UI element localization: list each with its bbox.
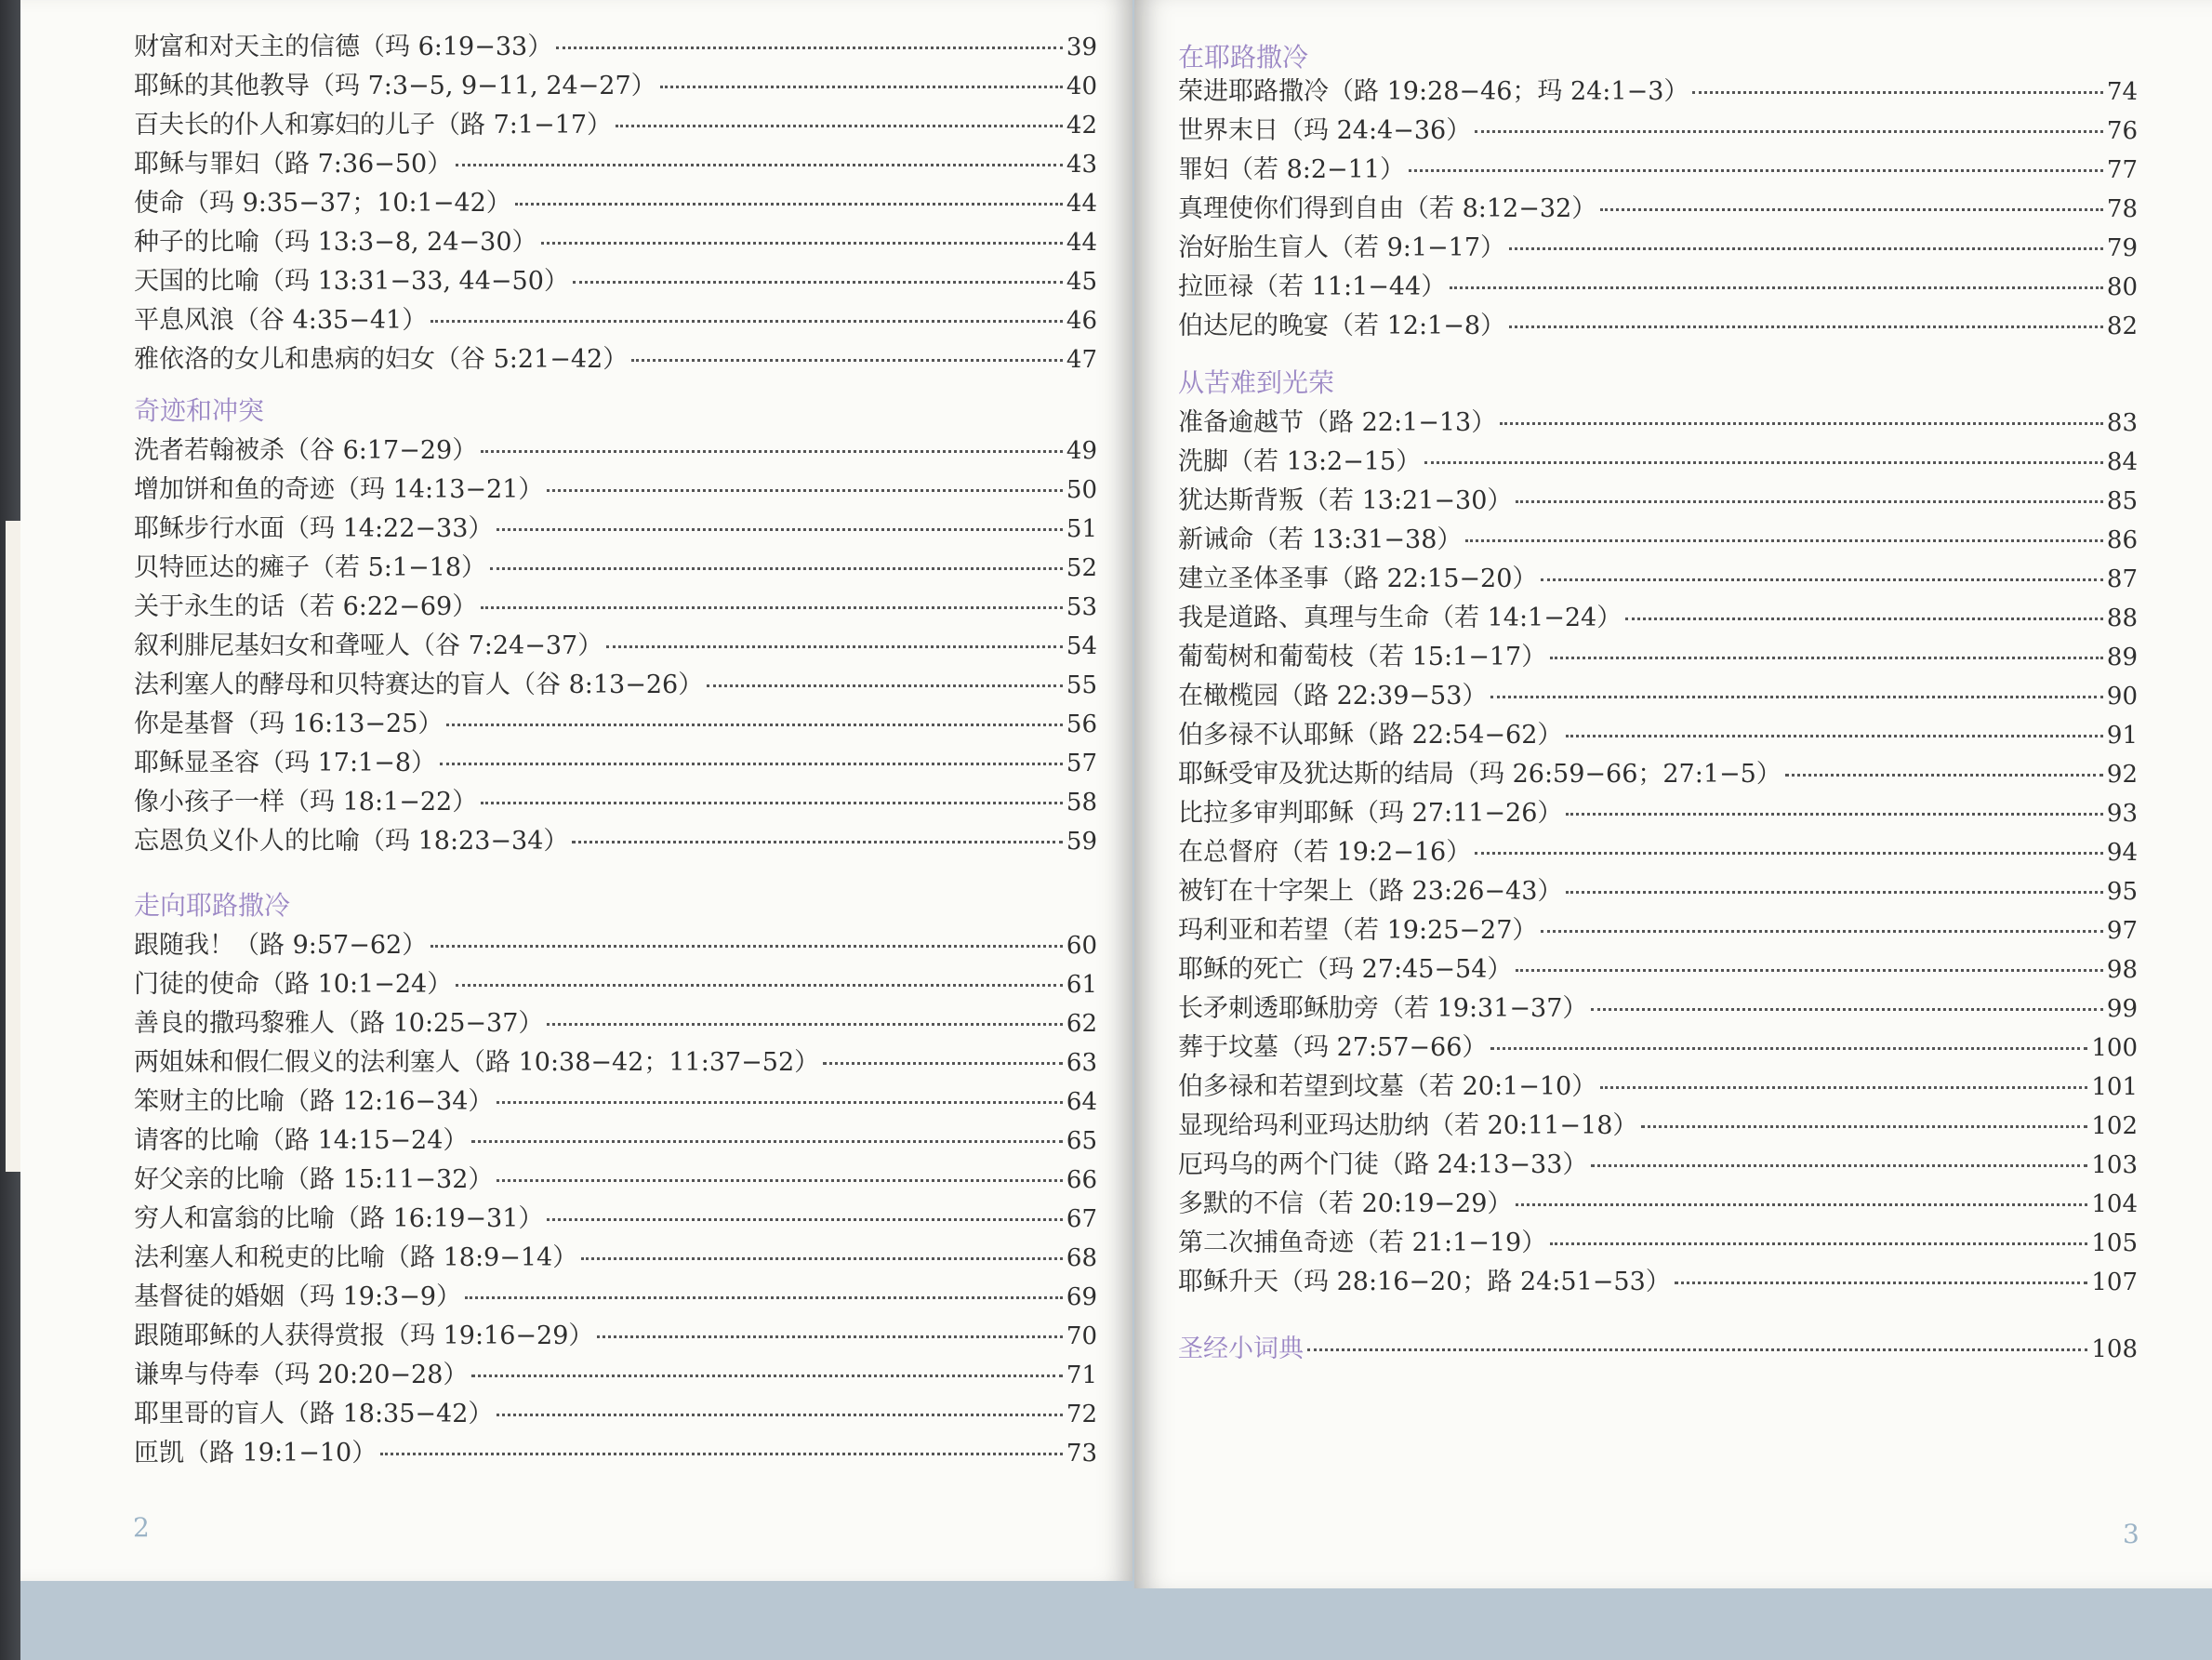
toc-entry-page: 93 — [2106, 800, 2138, 828]
dot-leader — [497, 1413, 1063, 1416]
toc-entry[interactable] — [134, 104, 1097, 141]
toc-entry[interactable] — [1178, 1183, 2138, 1220]
toc-entry[interactable] — [134, 1315, 1097, 1352]
toc-entry-page: 64 — [1066, 1088, 1097, 1116]
toc-entry-page: 103 — [2091, 1151, 2138, 1179]
toc-entry-page: 108 — [2091, 1335, 2138, 1363]
dot-leader — [1550, 1242, 2087, 1245]
section-heading: 在耶路撒冷 — [1178, 42, 1309, 73]
toc-entry-page: 99 — [2106, 995, 2138, 1023]
toc-entry[interactable] — [1178, 910, 2138, 947]
dot-leader — [1541, 929, 2103, 933]
dot-leader — [1566, 890, 2103, 894]
toc-entry-title: 罪妇（若 8:2−11） — [1178, 155, 1406, 184]
toc-entry[interactable] — [1178, 988, 2138, 1025]
toc-entry-title: 好父亲的比喻（路 15:11−32） — [134, 1165, 494, 1194]
toc-entry[interactable] — [134, 469, 1097, 506]
toc-entry-page: 82 — [2106, 312, 2138, 340]
toc-entry-page: 73 — [1066, 1440, 1097, 1467]
dot-leader — [541, 241, 1063, 245]
section-heading: 从苦难到光荣 — [1178, 367, 1335, 398]
toc-entry-page: 71 — [1066, 1361, 1097, 1389]
toc-entry[interactable] — [1178, 149, 2138, 186]
toc-entry[interactable] — [134, 963, 1097, 1001]
toc-entry[interactable] — [134, 781, 1097, 818]
toc-entry-title: 拉匝禄（若 11:1−44） — [1178, 272, 1447, 301]
dot-leader — [1591, 1007, 2103, 1011]
toc-entry[interactable] — [134, 547, 1097, 584]
toc-entry-title: 贝特匝达的瘫子（若 5:1−18） — [134, 553, 487, 582]
toc-entry-title: 法利塞人和税吏的比喻（路 18:9−14） — [134, 1243, 578, 1272]
toc-entry-page: 72 — [1066, 1401, 1097, 1428]
toc-entry-title: 葬于坟墓（玛 27:57−66） — [1178, 1033, 1488, 1062]
toc-entry-title: 叙利腓尼基妇女和聋哑人（谷 7:24−37） — [134, 631, 603, 660]
toc-entry-title: 种子的比喻（玛 13:3−8, 24−30） — [134, 228, 537, 257]
toc-entry-title: 玛利亚和若望（若 19:25−27） — [1178, 916, 1538, 945]
toc-entry-page: 42 — [1066, 112, 1097, 139]
toc-entry-page: 61 — [1066, 971, 1097, 999]
dot-leader — [1475, 129, 2103, 133]
dot-leader — [707, 684, 1063, 687]
toc-entry-title: 厄玛乌的两个门徒（路 24:13−33） — [1178, 1150, 1588, 1179]
dot-leader — [481, 449, 1063, 453]
dot-leader — [1424, 460, 2103, 464]
toc-entry-page: 69 — [1066, 1283, 1097, 1311]
toc-entry-page: 68 — [1066, 1244, 1097, 1272]
toc-entry-page: 39 — [1066, 33, 1097, 61]
toc-entry-page: 83 — [2106, 409, 2138, 437]
toc-entry[interactable] — [1178, 441, 2138, 478]
toc-entry-page: 63 — [1066, 1049, 1097, 1077]
toc-entry-page: 51 — [1066, 515, 1097, 543]
toc-entry-title: 犹达斯背叛（若 13:21−30） — [1178, 486, 1513, 515]
dot-leader — [616, 124, 1063, 127]
toc-entry[interactable] — [1178, 1261, 2138, 1298]
toc-entry-title: 耶里哥的盲人（路 18:35−42） — [134, 1400, 494, 1428]
toc-entry-title: 比拉多审判耶稣（玛 27:11−26） — [1178, 799, 1563, 828]
toc-entry-title: 伯多禄不认耶稣（路 22:54−62） — [1178, 721, 1563, 750]
toc-entry-title: 忘恩负义仆人的比喻（玛 18:23−34） — [134, 827, 569, 856]
toc-entry[interactable] — [1178, 1144, 2138, 1181]
toc-entry[interactable] — [134, 1276, 1097, 1313]
toc-entry-title: 长矛刺透耶稣肋旁（若 19:31−37） — [1178, 994, 1588, 1023]
toc-entry-title: 跟随耶稣的人获得赏报（玛 19:16−29） — [134, 1321, 594, 1350]
toc-entry[interactable] — [1178, 558, 2138, 595]
toc-entry-page: 92 — [2106, 761, 2138, 789]
dot-leader — [1625, 617, 2103, 620]
toc-entry-page: 44 — [1066, 229, 1097, 257]
toc-entry-title: 善良的撒玛黎雅人（路 10:25−37） — [134, 1009, 544, 1038]
dot-leader — [556, 46, 1063, 49]
toc-entry[interactable] — [134, 1198, 1097, 1235]
dot-leader — [547, 1217, 1063, 1221]
toc-entry-page: 53 — [1066, 593, 1097, 621]
toc-entry-title: 匝凯（路 19:1−10） — [134, 1439, 377, 1467]
toc-entry[interactable] — [1178, 636, 2138, 673]
toc-entry[interactable] — [1178, 831, 2138, 869]
toc-entry[interactable] — [1178, 266, 2138, 303]
toc-entry[interactable] — [134, 703, 1097, 740]
toc-entry-page: 46 — [1066, 307, 1097, 335]
toc-entry-title: 跟随我！（路 9:57−62） — [134, 931, 428, 960]
toc-entry-page: 70 — [1066, 1322, 1097, 1350]
toc-entry[interactable] — [1178, 870, 2138, 908]
toc-entry-title: 雅依洛的女儿和患病的妇女（谷 5:21−42） — [134, 345, 629, 374]
toc-entry[interactable] — [134, 664, 1097, 701]
dot-leader — [1675, 1281, 2088, 1284]
toc-entry[interactable] — [1178, 1222, 2138, 1259]
scan-edge — [0, 0, 20, 1660]
toc-entry-title: 基督徒的婚姻（玛 19:3−9） — [134, 1282, 462, 1311]
toc-entry-title: 耶稣受审及犹达斯的结局（玛 26:59−66；27:1−5） — [1178, 760, 1782, 789]
toc-entry[interactable] — [134, 508, 1097, 545]
dot-leader — [1500, 421, 2103, 425]
toc-entry-page: 101 — [2091, 1073, 2138, 1101]
toc-entry-title: 第二次捕鱼奇迹（若 21:1−19） — [1178, 1228, 1547, 1257]
toc-entry-title: 法利塞人的酵母和贝特赛达的盲人（谷 8:13−26） — [134, 671, 704, 699]
toc-entry-title: 建立圣体圣事（路 22:15−20） — [1178, 564, 1538, 593]
dot-leader — [1450, 286, 2103, 289]
toc-entry-page: 95 — [2106, 878, 2138, 906]
dot-leader — [497, 1178, 1063, 1182]
toc-entry-page: 55 — [1066, 671, 1097, 699]
toc-entry[interactable] — [1178, 675, 2138, 712]
toc-entry[interactable] — [1178, 519, 2138, 556]
toc-entry-title: 葡萄树和葡萄枝（若 15:1−17） — [1178, 643, 1547, 671]
toc-entry-title: 两姐妹和假仁假义的法利塞人（路 10:38−42；11:37−52） — [134, 1048, 820, 1077]
toc-entry-title: 像小孩子一样（玛 18:1−22） — [134, 788, 478, 817]
toc-entry-title: 天国的比喻（玛 13:31−33, 44−50） — [134, 267, 569, 296]
toc-entry-title: 耶稣的其他教导（玛 7:3−5, 9−11, 24−27） — [134, 72, 656, 100]
toc-entry-page: 60 — [1066, 932, 1097, 960]
dot-leader — [1409, 168, 2103, 172]
toc-entry-page: 102 — [2091, 1112, 2138, 1140]
toc-entry-page: 43 — [1066, 151, 1097, 179]
toc-entry-title: 增加饼和鱼的奇迹（玛 14:13−21） — [134, 475, 544, 504]
section-heading: 走向耶路撒冷 — [134, 890, 291, 921]
toc-entry-page: 89 — [2106, 644, 2138, 671]
toc-entry-dictionary[interactable] — [1178, 1328, 2138, 1365]
toc-entry-page: 77 — [2106, 156, 2138, 184]
toc-entry-page: 74 — [2106, 78, 2138, 106]
toc-entry-title: 使命（玛 9:35−37；10:1−42） — [134, 189, 511, 218]
dot-leader — [380, 1452, 1063, 1455]
toc-entry[interactable] — [134, 1237, 1097, 1274]
dot-leader — [1566, 734, 2103, 737]
toc-entry-title: 平息风浪（谷 4:35−41） — [134, 306, 428, 335]
toc-entry[interactable] — [134, 924, 1097, 962]
dot-leader — [547, 488, 1063, 492]
toc-entry-title: 荣进耶路撒冷（路 19:28−46；玛 24:1−3） — [1178, 77, 1689, 106]
toc-entry-title: 被钉在十字架上（路 23:26−43） — [1178, 877, 1563, 906]
dot-leader — [1490, 695, 2103, 698]
dot-leader — [1541, 578, 2103, 581]
toc-entry-title: 耶稣升天（玛 28:16−20；路 24:51−53） — [1178, 1268, 1671, 1296]
dot-leader — [481, 801, 1063, 804]
toc-entry-page: 85 — [2106, 487, 2138, 515]
toc-entry-page: 50 — [1066, 476, 1097, 504]
toc-entry[interactable] — [134, 65, 1097, 102]
toc-entry[interactable] — [1178, 1105, 2138, 1142]
toc-entry[interactable] — [134, 625, 1097, 662]
toc-entry[interactable] — [134, 143, 1097, 180]
toc-entry-title: 圣经小词典 — [1178, 1335, 1304, 1363]
toc-entry-page: 49 — [1066, 437, 1097, 465]
dot-leader — [1550, 656, 2103, 659]
toc-entry-title: 在总督府（若 19:2−16） — [1178, 838, 1472, 867]
toc-entry-title: 世界末日（玛 24:4−36） — [1178, 116, 1472, 145]
toc-entry[interactable] — [1178, 1027, 2138, 1064]
toc-entry-title: 关于永生的话（若 6:22−69） — [134, 592, 478, 621]
dot-leader — [515, 202, 1063, 206]
toc-entry-page: 47 — [1066, 346, 1097, 374]
dot-leader — [465, 1295, 1063, 1299]
dot-leader — [1509, 246, 2103, 250]
toc-entry-page: 90 — [2106, 683, 2138, 710]
toc-entry[interactable] — [1178, 402, 2138, 439]
toc-entry-page: 76 — [2106, 117, 2138, 145]
toc-entry-title: 多默的不信（若 20:19−29） — [1178, 1189, 1513, 1218]
right-page — [1134, 0, 2212, 1588]
toc-entry-title: 你是基督（玛 16:13−25） — [134, 710, 444, 738]
dot-leader — [823, 1061, 1063, 1065]
dot-leader — [1516, 499, 2103, 503]
toc-entry-page: 62 — [1066, 1010, 1097, 1038]
toc-entry-title: 治好胎生盲人（若 9:1−17） — [1178, 233, 1506, 262]
toc-entry-title: 请客的比喻（路 14:15−24） — [134, 1126, 469, 1155]
toc-entry[interactable] — [134, 182, 1097, 219]
dot-leader — [1475, 851, 2103, 855]
toc-entry[interactable] — [134, 820, 1097, 857]
toc-entry[interactable] — [134, 26, 1097, 63]
toc-entry[interactable] — [134, 1042, 1097, 1079]
dot-leader — [1516, 1202, 2087, 1206]
toc-entry[interactable] — [134, 586, 1097, 623]
dot-leader — [1600, 1085, 2087, 1089]
toc-entry-page: 56 — [1066, 710, 1097, 738]
toc-entry[interactable] — [134, 1081, 1097, 1118]
toc-entry[interactable] — [1178, 71, 2138, 108]
toc-entry-title: 谦卑与侍奉（玛 20:20−28） — [134, 1361, 469, 1389]
toc-entry[interactable] — [134, 260, 1097, 298]
toc-entry[interactable] — [134, 1120, 1097, 1157]
toc-entry-page: 100 — [2091, 1034, 2138, 1062]
toc-entry-title: 准备逾越节（路 22:1−13） — [1178, 408, 1497, 437]
dot-leader — [430, 944, 1063, 948]
toc-entry-page: 45 — [1066, 268, 1097, 296]
toc-entry[interactable] — [1178, 753, 2138, 790]
toc-entry[interactable] — [134, 1432, 1097, 1469]
toc-entry-page: 87 — [2106, 565, 2138, 593]
toc-entry-page: 78 — [2106, 195, 2138, 223]
toc-entry-title: 新诫命（若 13:31−38） — [1178, 525, 1463, 554]
toc-entry-page: 67 — [1066, 1205, 1097, 1233]
toc-entry-page: 80 — [2106, 273, 2138, 301]
left-page — [20, 0, 1132, 1581]
dot-leader — [1641, 1124, 2087, 1128]
toc-entry-title: 我是道路、真理与生命（若 14:1−24） — [1178, 604, 1623, 632]
dot-leader — [471, 1139, 1063, 1143]
dot-leader — [1307, 1348, 2087, 1351]
toc-entry-title: 门徒的使命（路 10:1−24） — [134, 970, 453, 999]
dot-leader — [481, 605, 1063, 609]
toc-entry[interactable] — [134, 430, 1097, 467]
dot-leader — [1600, 207, 2103, 211]
dot-leader — [597, 1335, 1063, 1338]
toc-entry-page: 44 — [1066, 190, 1097, 218]
dot-leader — [1516, 968, 2103, 972]
toc-entry[interactable] — [134, 1354, 1097, 1391]
toc-entry-title: 洗者若翰被杀（谷 6:17−29） — [134, 436, 478, 465]
toc-entry-title: 笨财主的比喻（路 12:16−34） — [134, 1087, 494, 1116]
dot-leader — [446, 723, 1063, 726]
toc-entry-page: 79 — [2106, 234, 2138, 262]
dot-leader — [471, 1374, 1063, 1377]
toc-entry-title: 耶稣步行水面（玛 14:22−33） — [134, 514, 494, 543]
toc-entry-title: 伯多禄和若望到坟墓（若 20:1−10） — [1178, 1072, 1597, 1101]
toc-entry-page: 40 — [1066, 73, 1097, 100]
dot-leader — [581, 1256, 1063, 1260]
toc-entry-page: 59 — [1066, 828, 1097, 856]
dot-leader — [606, 644, 1063, 648]
toc-entry[interactable] — [1178, 188, 2138, 225]
page-number-right: 3 — [2123, 1519, 2139, 1549]
dot-leader — [1509, 325, 2103, 328]
toc-entry-page: 66 — [1066, 1166, 1097, 1194]
toc-entry[interactable] — [1178, 227, 2138, 264]
page-edge-sheet — [6, 521, 20, 1172]
toc-entry[interactable] — [1178, 792, 2138, 830]
toc-entry-page: 98 — [2106, 956, 2138, 984]
dot-leader — [1692, 90, 2103, 94]
toc-entry[interactable] — [1178, 1066, 2138, 1103]
toc-entry[interactable] — [1178, 714, 2138, 751]
dot-leader — [1566, 812, 2103, 816]
toc-entry[interactable] — [134, 742, 1097, 779]
dot-leader — [430, 319, 1063, 323]
dot-leader — [1591, 1163, 2087, 1167]
toc-entry-page: 88 — [2106, 604, 2138, 632]
toc-entry-title: 显现给玛利亚玛达肋纳（若 20:11−18） — [1178, 1111, 1638, 1140]
toc-entry-page: 107 — [2091, 1268, 2138, 1296]
dot-leader — [456, 163, 1063, 166]
toc-entry[interactable] — [1178, 110, 2138, 147]
toc-entry-title: 真理使你们得到自由（若 8:12−32） — [1178, 194, 1597, 223]
dot-leader — [1785, 773, 2103, 777]
dot-leader — [497, 1100, 1063, 1104]
dot-leader — [440, 762, 1063, 765]
toc-entry-page: 58 — [1066, 789, 1097, 817]
toc-entry[interactable] — [134, 1393, 1097, 1430]
toc-entry[interactable] — [1178, 305, 2138, 342]
dot-leader — [456, 983, 1063, 987]
toc-entry-page: 104 — [2091, 1190, 2138, 1218]
toc-entry[interactable] — [1178, 949, 2138, 986]
toc-entry-page: 52 — [1066, 554, 1097, 582]
toc-entry[interactable] — [134, 1159, 1097, 1196]
toc-entry[interactable] — [134, 221, 1097, 259]
toc-entry-page: 54 — [1066, 632, 1097, 660]
toc-entry-title: 百夫长的仆人和寡妇的儿子（路 7:1−17） — [134, 111, 613, 139]
toc-entry-page: 84 — [2106, 448, 2138, 476]
toc-entry[interactable] — [1178, 480, 2138, 517]
page-number-left: 2 — [133, 1512, 150, 1543]
toc-entry[interactable] — [1178, 597, 2138, 634]
dot-leader — [547, 1022, 1063, 1026]
dot-leader — [490, 566, 1063, 570]
toc-entry-title: 耶稣的死亡（玛 27:45−54） — [1178, 955, 1513, 984]
dot-leader — [660, 85, 1063, 88]
toc-entry-title: 耶稣与罪妇（路 7:36−50） — [134, 150, 453, 179]
toc-entry-page: 97 — [2106, 917, 2138, 945]
toc-entry-page: 57 — [1066, 750, 1097, 777]
toc-entry-title: 穷人和富翁的比喻（路 16:19−31） — [134, 1204, 544, 1233]
dot-leader — [1490, 1046, 2087, 1050]
toc-entry-title: 洗脚（若 13:2−15） — [1178, 447, 1422, 476]
toc-entry-title: 在橄榄园（路 22:39−53） — [1178, 682, 1488, 710]
toc-entry[interactable] — [134, 339, 1097, 376]
toc-entry-title: 耶稣显圣容（玛 17:1−8） — [134, 749, 437, 777]
dot-leader — [631, 358, 1063, 362]
toc-entry-page: 105 — [2091, 1229, 2138, 1257]
dot-leader — [497, 527, 1063, 531]
toc-entry[interactable] — [134, 299, 1097, 337]
dot-leader — [572, 840, 1063, 843]
toc-entry-page: 86 — [2106, 526, 2138, 554]
toc-entry-page: 94 — [2106, 839, 2138, 867]
dot-leader — [573, 280, 1063, 284]
section-heading: 奇迹和冲突 — [134, 395, 265, 426]
dot-leader — [1465, 538, 2103, 542]
toc-entry-title: 伯达尼的晚宴（若 12:1−8） — [1178, 312, 1506, 340]
toc-entry[interactable] — [134, 1003, 1097, 1040]
toc-entry-page: 65 — [1066, 1127, 1097, 1155]
toc-entry-title: 财富和对天主的信德（玛 6:19−33） — [134, 33, 553, 61]
toc-entry-page: 91 — [2106, 722, 2138, 750]
